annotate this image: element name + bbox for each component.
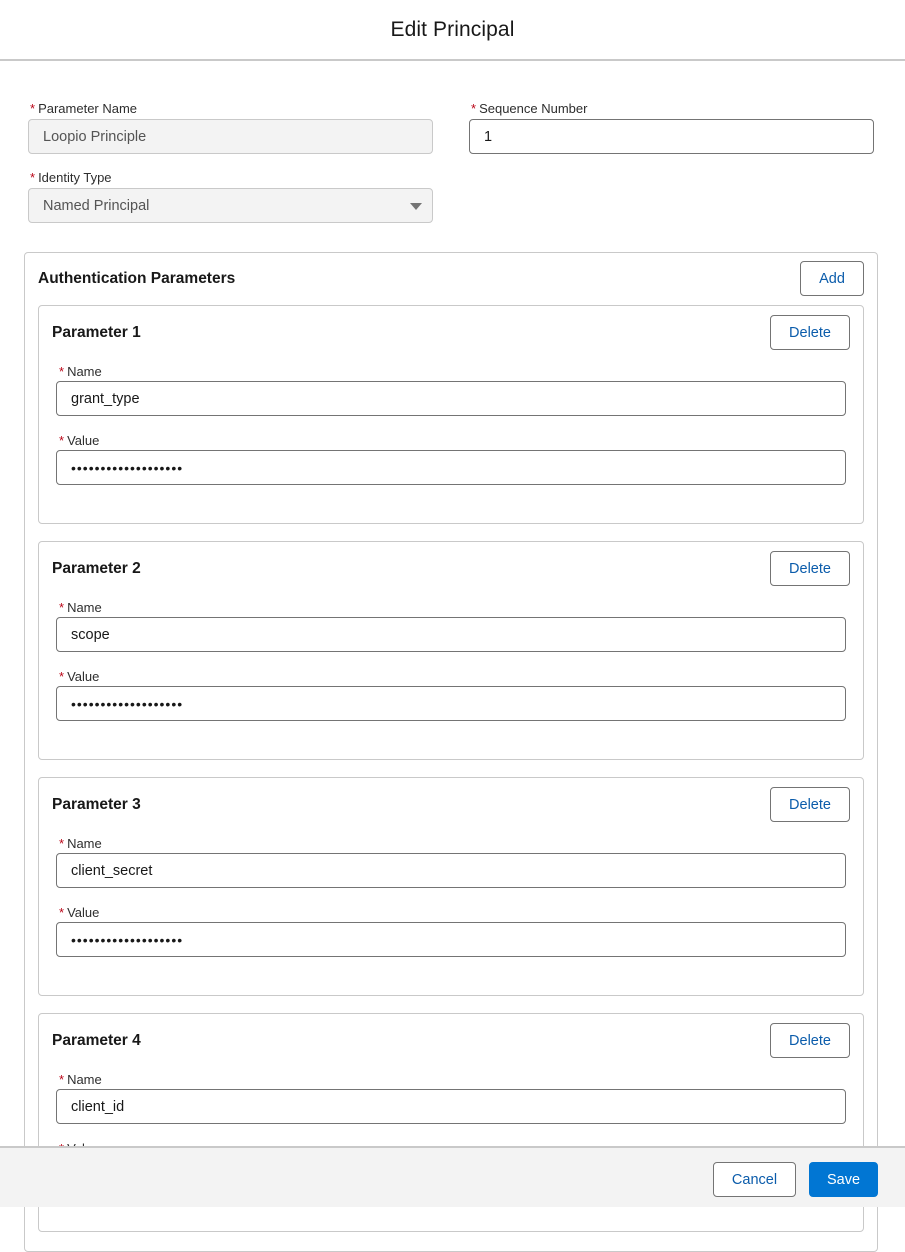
required-marker: * [59, 669, 65, 684]
name-label-text: Name [67, 600, 102, 615]
modal-footer [0, 1146, 905, 1207]
parameter-value-field[interactable]: ••••••••••••••••••• [56, 450, 846, 485]
value-label [59, 433, 99, 449]
name-label [59, 1072, 102, 1088]
identity-type-select [28, 188, 433, 223]
sequence-number-label-text: Sequence Number [479, 101, 588, 116]
parameter-card-3 [38, 777, 864, 996]
parameter-name-field[interactable]: grant_type [56, 381, 846, 416]
parameter-name-field[interactable]: scope [56, 617, 846, 652]
delete-parameter-button[interactable]: Delete [770, 1023, 850, 1058]
parameter-value-field[interactable]: ••••••••••••••••••• [56, 686, 846, 721]
parameter-name-field[interactable]: client_secret [56, 853, 846, 888]
parameter-name-field[interactable]: client_id [56, 1089, 846, 1124]
parameter-title: Parameter 3 [52, 796, 141, 813]
parameter-value-field[interactable]: ••••••••••••••••••• [56, 922, 846, 957]
required-marker: * [59, 1072, 65, 1087]
value-label [59, 669, 99, 685]
required-marker: * [59, 905, 65, 920]
value-label-text: Value [67, 905, 100, 920]
value-label-text: Value [67, 669, 100, 684]
delete-parameter-button[interactable]: Delete [770, 551, 850, 586]
modal-header [0, 0, 905, 61]
sequence-number-input[interactable]: 1 [469, 119, 874, 154]
chevron-down-icon [410, 203, 422, 210]
value-label-text: Value [67, 433, 100, 448]
required-marker: * [59, 836, 65, 851]
modal-body[interactable] [0, 61, 905, 1146]
save-button[interactable]: Save [809, 1162, 878, 1197]
cancel-button[interactable]: Cancel [713, 1162, 796, 1197]
parameter-name-input: Loopio Principle [28, 119, 433, 154]
value-label [59, 905, 99, 921]
modal-title: Edit Principal [390, 17, 515, 41]
required-marker: * [471, 101, 477, 116]
required-marker: * [30, 170, 36, 185]
delete-parameter-button[interactable]: Delete [770, 315, 850, 350]
name-label [59, 600, 102, 616]
required-marker: * [59, 600, 65, 615]
delete-parameter-button[interactable]: Delete [770, 787, 850, 822]
parameter-card-2 [38, 541, 864, 760]
authentication-parameters-title: Authentication Parameters [38, 270, 236, 287]
required-marker: * [59, 433, 65, 448]
identity-type-value: Named Principal [43, 197, 150, 214]
parameter-card-1 [38, 305, 864, 524]
required-marker: * [30, 101, 36, 116]
sequence-number-label [471, 101, 587, 117]
name-label-text: Name [67, 836, 102, 851]
parameter-name-label [30, 101, 137, 117]
identity-type-label-text: Identity Type [38, 170, 112, 185]
add-parameter-button[interactable]: Add [800, 261, 864, 296]
identity-type-label [30, 170, 112, 186]
name-label-text: Name [67, 364, 102, 379]
parameter-name-label-text: Parameter Name [38, 101, 138, 116]
required-marker: * [59, 364, 65, 379]
authentication-parameters-card [24, 252, 878, 1252]
name-label [59, 836, 102, 852]
parameter-title: Parameter 4 [52, 1032, 141, 1049]
parameter-title: Parameter 1 [52, 324, 141, 341]
parameter-title: Parameter 2 [52, 560, 141, 577]
name-label-text: Name [67, 1072, 102, 1087]
name-label [59, 364, 102, 380]
